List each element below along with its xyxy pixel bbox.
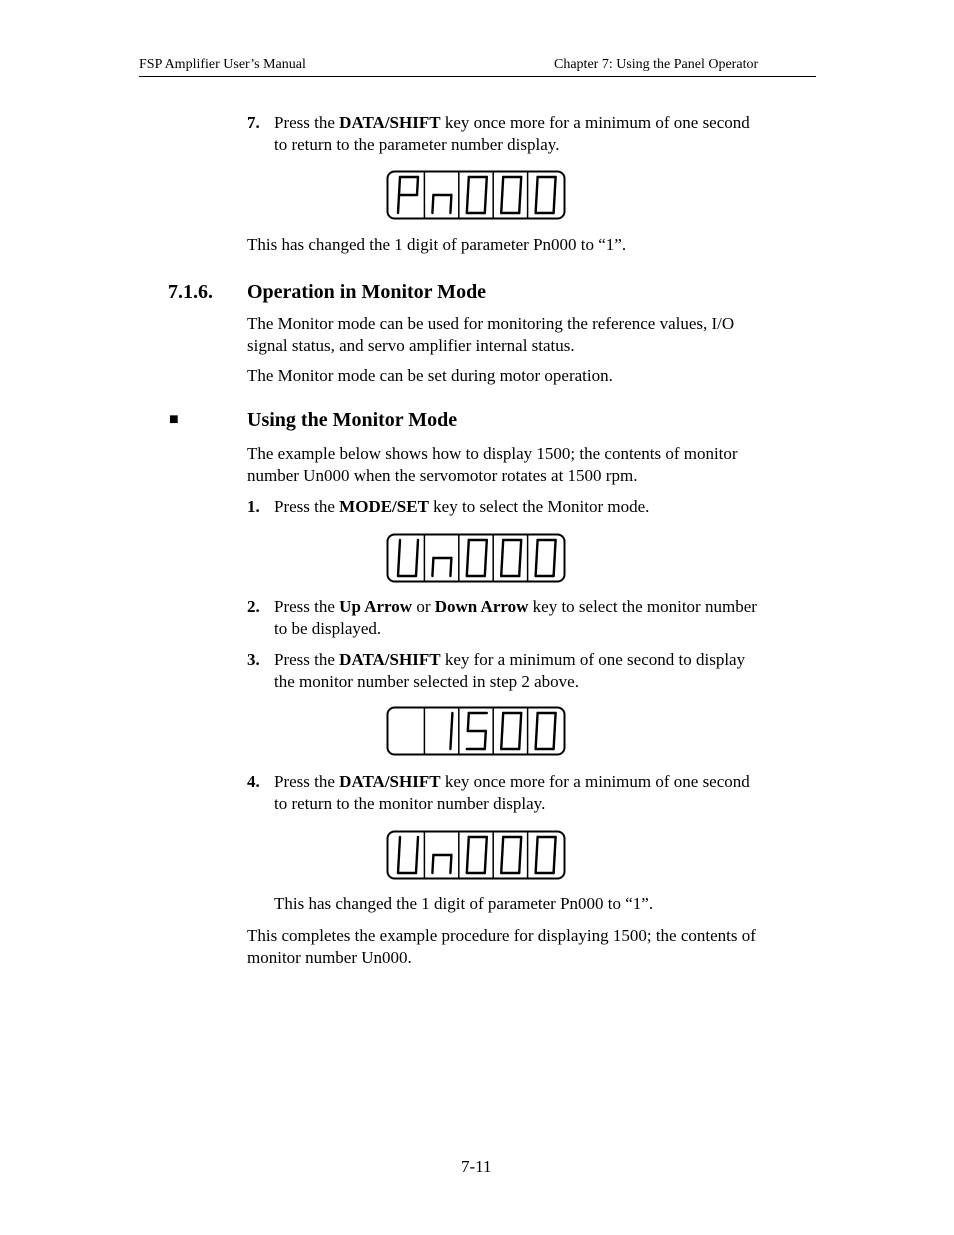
segment-f — [537, 837, 538, 855]
segment-b — [486, 837, 487, 855]
digit-cell — [450, 713, 452, 749]
segment-e — [398, 855, 399, 873]
segment-b — [520, 540, 521, 558]
segment-f — [399, 177, 400, 195]
digit-cell — [536, 177, 556, 213]
page-number: 7-11 — [461, 1157, 492, 1176]
segment-e — [536, 195, 537, 213]
key-name: DATA/SHIFT — [339, 113, 441, 132]
key-name: Up Arrow — [339, 597, 413, 616]
digit-cell — [501, 540, 521, 576]
segment-e — [536, 731, 537, 749]
panel-display-pn000 — [386, 170, 566, 220]
header-chapter-title: Chapter 7: Using the Panel Operator — [554, 57, 759, 72]
segment-c — [554, 558, 555, 576]
section-paragraph-2: The Monitor mode can be set during motor operation. — [247, 366, 613, 385]
section-number: 7.1.6. — [168, 281, 213, 303]
segment-e — [432, 195, 433, 213]
segment-b — [486, 540, 487, 558]
segment-e — [536, 855, 537, 873]
subsection-title: Using the Monitor Mode — [247, 409, 458, 431]
header-manual-title: FSP Amplifier User’s Manual — [139, 57, 306, 72]
segment-f — [502, 540, 503, 558]
digit-cell — [501, 177, 521, 213]
segment-e — [501, 855, 502, 873]
digit-cell — [501, 837, 521, 873]
segment-f — [399, 540, 400, 558]
segment-c — [554, 731, 555, 749]
segment-c — [554, 195, 555, 213]
segment-e — [501, 731, 502, 749]
square-bullet-icon: ■ — [169, 411, 179, 428]
segment-c — [519, 558, 520, 576]
segment-c — [416, 558, 417, 576]
segment-b — [520, 837, 521, 855]
segment-f — [468, 713, 469, 731]
subsection-intro: The example below shows how to display 1500; the contents of monitor number Un000 when the servomotor rotates at 1500 rpm. — [247, 444, 738, 485]
digit-cell — [536, 540, 556, 576]
segment-b — [555, 540, 556, 558]
step-number: 1. — [247, 497, 260, 516]
segment-f — [468, 837, 469, 855]
conclusion: This completes the example procedure for displaying 1500; the contents of monitor number Un000. — [247, 926, 756, 967]
digit-cell — [536, 837, 556, 873]
segment-b — [417, 177, 418, 195]
segment-e — [501, 558, 502, 576]
segment-f — [537, 177, 538, 195]
segment-e — [536, 558, 537, 576]
segment-e — [432, 558, 433, 576]
segment-f — [468, 177, 469, 195]
changed-note-1: This has changed the 1 digit of parameter Pn000 to “1”. — [247, 235, 627, 254]
section-title: Operation in Monitor Mode — [247, 281, 487, 303]
segment-b — [486, 177, 487, 195]
segment-f — [537, 713, 538, 731]
segment-e — [467, 195, 468, 213]
step-number: 7. — [247, 113, 260, 132]
segment-c — [450, 558, 451, 576]
panel-display-un000-return — [386, 830, 566, 880]
segment-c — [485, 558, 486, 576]
segment-b — [417, 837, 418, 855]
segment-e — [501, 195, 502, 213]
segment-e — [467, 558, 468, 576]
digit-cell — [432, 855, 451, 873]
step-2: 2. Press the Up Arrow or Down Arrow key to select the monitor number to be displayed. — [247, 597, 757, 638]
segment-b — [520, 177, 521, 195]
section-paragraph-1: The Monitor mode can be used for monitoring the reference values, I/O signal status, and servo amplifier internal status. — [247, 314, 735, 355]
digit-cell — [467, 540, 487, 576]
segment-c — [450, 731, 451, 749]
step-1: 1. Press the MODE/SET key to select the Monitor mode. — [247, 497, 650, 516]
segment-b — [520, 713, 521, 731]
segment-f — [537, 540, 538, 558]
segment-f — [468, 540, 469, 558]
digit-cell — [432, 195, 451, 213]
segment-c — [450, 855, 451, 873]
digit-cell — [501, 713, 521, 749]
step-number: 3. — [247, 650, 260, 669]
key-name: DATA/SHIFT — [339, 650, 441, 669]
digit-cell — [432, 558, 451, 576]
segment-b — [555, 177, 556, 195]
panel-display-1500 — [386, 706, 566, 756]
segment-f — [502, 177, 503, 195]
digit-cell — [398, 837, 418, 873]
digit-cell — [467, 713, 487, 749]
digit-cell — [398, 177, 418, 213]
step-number: 2. — [247, 597, 260, 616]
step-7: 7. Press the DATA/SHIFT key once more for a minimum of one second to return to the parameter number display. — [247, 113, 750, 154]
segment-b — [555, 713, 556, 731]
segment-c — [485, 731, 486, 749]
key-name: DATA/SHIFT — [339, 772, 441, 791]
segment-e — [432, 855, 433, 873]
segment-c — [519, 195, 520, 213]
segment-c — [485, 195, 486, 213]
changed-note-2: This has changed the 1 digit of parameter Pn000 to “1”. — [274, 894, 654, 913]
step-3: 3. Press the DATA/SHIFT key for a minimum of one second to display the monitor number selected in step 2 above. — [247, 650, 746, 691]
digit-cell — [536, 713, 556, 749]
segment-c — [519, 731, 520, 749]
step-number: 4. — [247, 772, 260, 791]
segment-f — [399, 837, 400, 855]
header-rule — [139, 76, 816, 77]
segment-f — [502, 837, 503, 855]
segment-c — [450, 195, 451, 213]
segment-b — [417, 540, 418, 558]
key-name: MODE/SET — [339, 497, 429, 516]
segment-c — [519, 855, 520, 873]
digit-cell — [398, 540, 418, 576]
key-name: Down Arrow — [434, 597, 529, 616]
segment-e — [398, 195, 399, 213]
segment-f — [502, 713, 503, 731]
segment-b — [451, 713, 452, 731]
digit-cell — [467, 177, 487, 213]
segment-c — [554, 855, 555, 873]
segment-e — [398, 558, 399, 576]
segment-b — [555, 837, 556, 855]
segment-c — [416, 855, 417, 873]
step-4: 4. Press the DATA/SHIFT key once more for a minimum of one second to return to the monitor number display. — [247, 772, 750, 813]
panel-display-un000 — [386, 533, 566, 583]
segment-e — [467, 855, 468, 873]
segment-c — [485, 855, 486, 873]
digit-cell — [467, 837, 487, 873]
